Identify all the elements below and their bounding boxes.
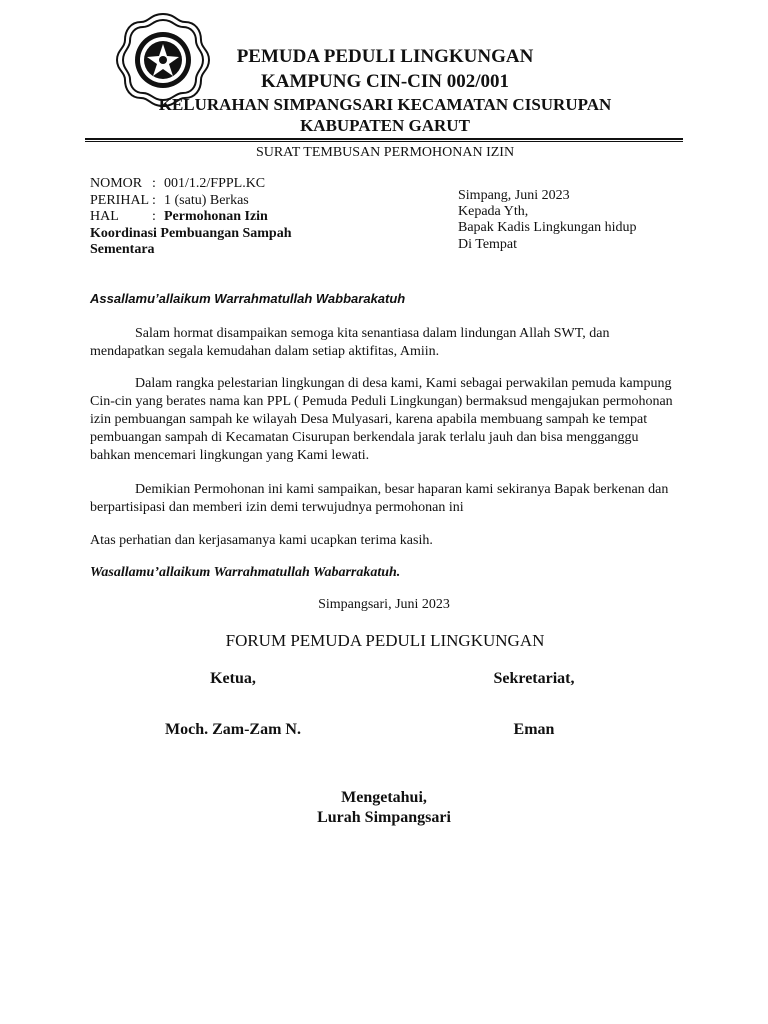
meta-nomor-value: 001/1.2/FPPL.KC: [164, 176, 266, 191]
secretary-title: Sekretariat,: [493, 670, 575, 687]
meta-hal-value: Permohonan Izin: [164, 209, 268, 224]
meta-hal-continuation-2: Sementara: [90, 242, 155, 257]
chairman-name: Moch. Zam-Zam N.: [165, 721, 301, 738]
body-paragraph-3: Demikian Permohonan ini kami sampaikan, besar haparan kami sekiranya Bapak berkenan dan berpartisipasi dan memberi izin demi terwujudnya permohonan ini: [90, 482, 669, 515]
recipient-salutation: Kepada Yth,: [458, 204, 529, 219]
sign-place-date: Simpangsari, Juni 2023: [318, 597, 450, 612]
header-line-1: PEMUDA PEDULI LINGKUNGAN: [236, 46, 534, 67]
opening-greeting: Assallamu’allaikum Warrahmatullah Wabbarakatuh: [90, 291, 406, 306]
meta-perihal-label: PERIHAL: [90, 193, 150, 208]
body-paragraph-1: Salam hormat disampaikan semoga kita senantiasa dalam lindungan Allah SWT, dan mendapatkan segala kemudahan dalam setiap aktifitas, Amiin.: [90, 326, 610, 359]
chairman-title: Ketua,: [210, 670, 256, 687]
header-line-3: KELURAHAN SIMPANGSARI KECAMATAN CISURUPAN: [158, 95, 612, 114]
header-divider-thick: [85, 138, 683, 140]
letter-date: Simpang, Juni 2023: [458, 188, 570, 203]
header-line-4: KABUPATEN GARUT: [300, 116, 470, 135]
meta-hal-label: HAL: [90, 209, 119, 224]
acknowledge-title: Lurah Simpangsari: [317, 809, 451, 826]
meta-hal: HAL : Permohonan Izin: [90, 209, 268, 224]
meta-nomor-label: NOMOR: [90, 176, 143, 191]
header-line-2: KAMPUNG CIN-CIN 002/001: [260, 71, 510, 92]
acknowledge-label: Mengetahui,: [341, 789, 427, 806]
body-paragraph-4: Atas perhatian dan kerjasamanya kami ucapkan terima kasih.: [90, 533, 433, 548]
meta-hal-continuation-1: Koordinasi Pembuangan Sampah: [90, 226, 292, 241]
meta-nomor: NOMOR : 001/1.2/FPPL.KC: [90, 176, 266, 191]
body-paragraph-2: Dalam rangka pelestarian lingkungan di desa kami, Kami sebagai perwakilan pemuda kampung Cin-cin yang berates nama kan PPL ( Pemuda Peduli Lingkungan) bermaksud mengajukan permohonan izin pembuangan sampah ke wilayah Desa Mulyasari, karena apabila membuang sampah ke tempat pembuangan sampah di Kecamatan Cisurupan berkendala jarak terlalu jauh dan bisa mengganggu bahkan mencemari lingkungan yang Kami lewati.: [90, 376, 673, 463]
meta-perihal: PERIHAL : 1 (satu) Berkas: [90, 193, 249, 208]
recipient-place: Di Tempat: [458, 237, 518, 252]
header-divider-thin: [85, 141, 683, 142]
forum-name: FORUM PEMUDA PEDULI LINGKUNGAN: [225, 631, 545, 650]
closing-greeting: Wasallamu’allaikum Warrahmatullah Wabarrakatuh.: [90, 565, 401, 580]
meta-perihal-value: 1 (satu) Berkas: [164, 193, 249, 208]
recipient-name: Bapak Kadis Lingkungan hidup: [458, 220, 637, 235]
secretary-name: Eman: [513, 721, 555, 738]
document-title: SURAT TEMBUSAN PERMOHONAN IZIN: [255, 145, 515, 160]
